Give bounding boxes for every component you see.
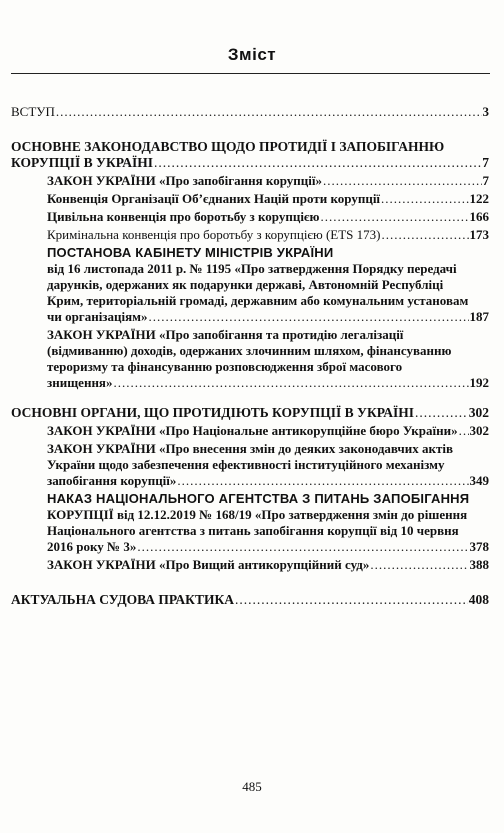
toc-page-number: 349: [469, 473, 489, 488]
toc-page-number: 7: [482, 155, 489, 170]
toc-item-text: 2016 року № 3»: [47, 539, 137, 554]
toc-item-text: ЗАКОН УКРАЇНИ «Про Вищий антикорупційний суд»: [47, 557, 370, 572]
section-title: АКТУАЛЬНА СУДОВА ПРАКТИКА: [11, 592, 235, 607]
toc-item-text: знищення»: [47, 375, 113, 390]
leader-dots: [321, 209, 469, 225]
toc-section-3[interactable]: [11, 592, 489, 608]
toc-item-text: Конвенція Організації Об’єднаних Націй проти корупції: [47, 191, 381, 206]
leader-dots: [177, 473, 468, 489]
section-title: КОРУПЦІЇ В УКРАЇНІ: [11, 155, 154, 170]
toc-item[interactable]: [11, 227, 489, 243]
toc-item-text: ЗАКОН УКРАЇНИ «Про запобігання корупції»: [47, 173, 322, 188]
toc-item-text: тероризму та фінансуванню розповсюдження зброї масового: [47, 359, 403, 374]
toc-item-text: (відмиванню) доходів, одержаних злочинним шляхом, фінансуванню: [47, 343, 452, 358]
toc-page-number: 7: [482, 173, 489, 188]
page-title: Зміст: [227, 45, 277, 64]
toc-page-number: 173: [469, 227, 489, 242]
toc-page-number: 408: [468, 592, 489, 607]
toc-item-text: Цивільна конвенція про боротьбу з корупцією: [47, 209, 320, 224]
toc-item-text: ЗАКОН УКРАЇНИ «Про Національне антикорупційне бюро України»: [47, 423, 458, 438]
leader-dots: [137, 539, 468, 555]
toc-item[interactable]: [11, 209, 489, 225]
title-divider: [11, 73, 490, 74]
leader-dots: [415, 405, 468, 421]
toc-item[interactable]: [11, 557, 489, 573]
toc-item[interactable]: [11, 327, 489, 391]
toc-item-text: від 16 листопада 2011 р. № 1195 «Про затвердження Порядку передачі: [47, 261, 457, 276]
leader-dots: [56, 104, 482, 120]
leader-dots: [235, 592, 468, 608]
toc-page-number: 302: [468, 405, 489, 420]
leader-dots: [323, 173, 482, 189]
toc-entry-label: ВСТУП: [11, 104, 55, 119]
footer-page-number: 485: [242, 779, 262, 794]
leader-dots: [459, 423, 469, 439]
leader-dots: [113, 375, 468, 391]
section-title: ОСНОВНЕ ЗАКОНОДАВСТВО ЩОДО ПРОТИДІЇ І ЗАПОБІГАННЮ: [11, 139, 445, 154]
toc-item[interactable]: [11, 191, 489, 207]
leader-dots: [154, 155, 481, 171]
toc-page-number: 122: [469, 191, 489, 206]
toc-page-number: 378: [469, 539, 489, 554]
toc-item[interactable]: [11, 245, 489, 325]
leader-dots: [382, 227, 469, 243]
toc-page-number: 388: [469, 557, 489, 572]
toc-page-number: 192: [469, 375, 489, 390]
toc-item[interactable]: [11, 423, 489, 439]
toc-item[interactable]: [11, 441, 489, 489]
leader-dots: [370, 557, 468, 573]
toc-entry-intro[interactable]: [11, 104, 489, 120]
toc-item-text: Національного агентства з питань запобігання корупції від 10 червня: [47, 523, 459, 538]
toc-item-text: ПОСТАНОВА КАБІНЕТУ МІНІСТРІВ УКРАЇНИ: [47, 245, 334, 260]
toc-section-2[interactable]: [11, 405, 489, 421]
toc-item-text: України щодо забезпечення ефективності інституційного механізму: [47, 457, 445, 472]
toc-item-text: дарунків, одержаних як подарунки державі, Автономній Республіці: [47, 277, 444, 292]
toc-item-text: НАКАЗ НАЦІОНАЛЬНОГО АГЕНТСТВА З ПИТАНЬ ЗАПОБІГАННЯ: [47, 491, 470, 506]
toc-item-text: Кримінальна конвенція про боротьбу з корупцією (ETS 173): [47, 227, 381, 242]
toc-item-text: КОРУПЦІЇ від 12.12.2019 № 168/19 «Про затвердження змін до рішення: [47, 507, 468, 522]
toc-page-number: 302: [469, 423, 489, 438]
toc-section-1[interactable]: [11, 139, 489, 171]
toc-item[interactable]: [11, 173, 489, 189]
toc-item-text: Крим, територіальній громаді, державним або комунальним установам: [47, 293, 469, 308]
leader-dots: [149, 309, 469, 325]
table-of-contents: [11, 104, 489, 610]
toc-item-text: чи організаціям»: [47, 309, 148, 324]
toc-item-text: ЗАКОН УКРАЇНИ «Про запобігання та протидію легалізації: [47, 327, 404, 342]
toc-item-text: запобігання корупції»: [47, 473, 177, 488]
section-title: ОСНОВНІ ОРГАНИ, ЩО ПРОТИДІЮТЬ КОРУПЦІЇ В УКРАЇНІ: [11, 405, 415, 420]
toc-item[interactable]: [11, 491, 489, 555]
toc-page-number: 3: [482, 104, 489, 119]
toc-item-text: ЗАКОН УКРАЇНИ «Про внесення змін до деяких законодавчих актів: [47, 441, 454, 456]
toc-page-number: 187: [469, 309, 489, 324]
toc-page-number: 166: [469, 209, 489, 224]
leader-dots: [381, 191, 468, 207]
